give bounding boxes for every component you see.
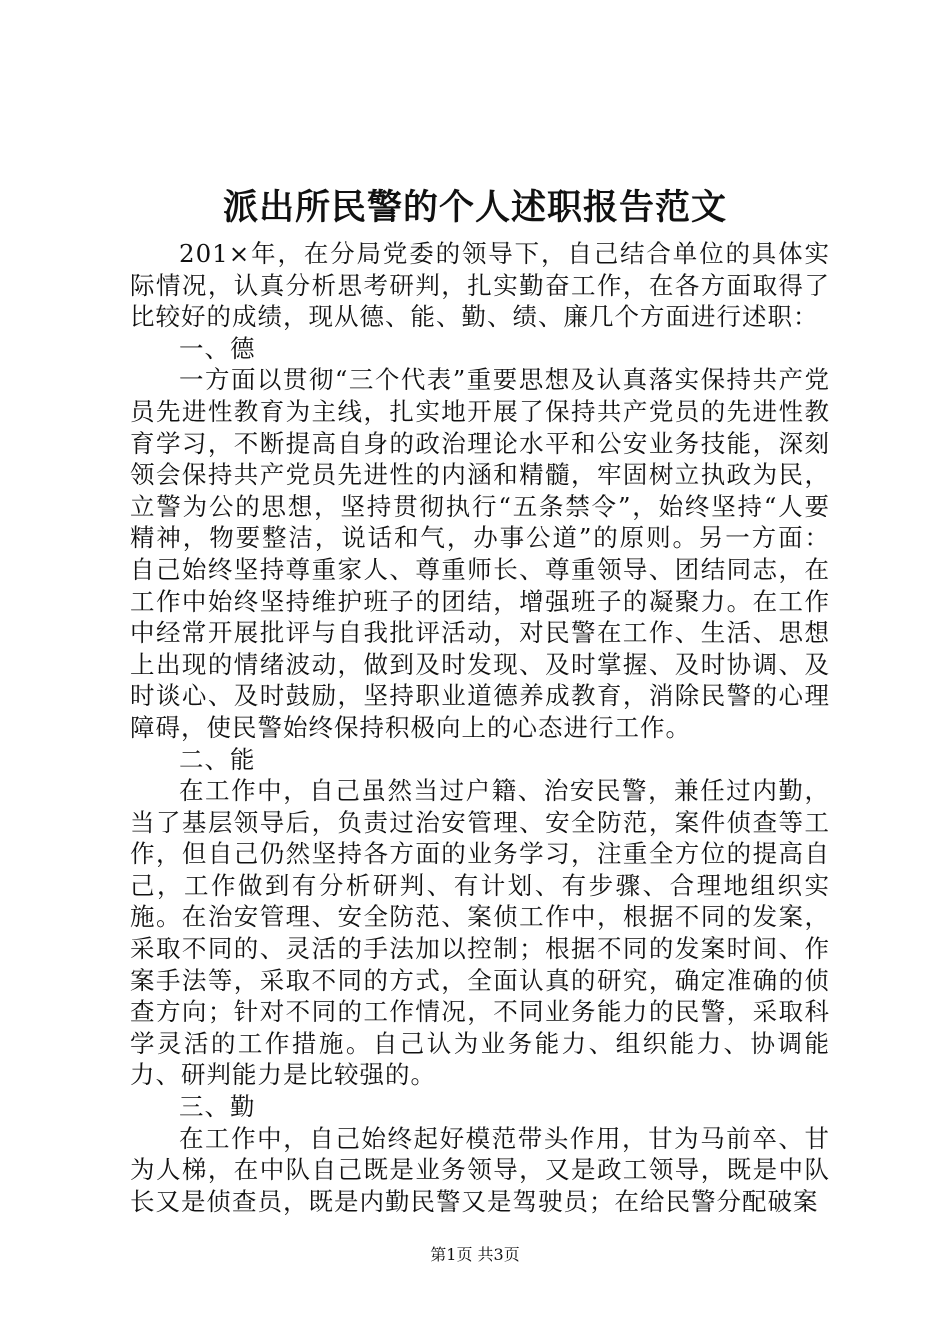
section-heading-de: 一、德 [179, 333, 256, 363]
section-heading-qin: 三、勤 [179, 1092, 256, 1122]
document-body [130, 238, 830, 1217]
page-number-footer: 第1页 共3页 [430, 1245, 520, 1264]
section-heading-neng: 二、能 [179, 744, 256, 774]
paragraph-de: 一方面以贯彻“三个代表”重要思想及认真落实保持共产党员先进性教育为主线，扎实地开展了保持共产党员的先进性教育学习，不断提高自身的政治理论水平和公安业务技能，深刻领会保持共产党员先进性的内涵和精髓，牢固树立执政为民，立警为公的思想，坚持贯彻执行“五条禁令”，始终坚持“人要精神，物要整洁，说话和气，办事公道”的原则。另一方面：自己始终坚持尊重家人、尊重师长、尊重领导、团结同志，在工作中始终坚持维护班子的团结，增强班子的凝聚力。在工作中经常开展批评与自我批评活动，对民警在工作、生活、思想上出现的情绪波动，做到及时发现、及时掌握、及时协调、及时谈心、及时鼓励，坚持职业道德养成教育，消除民警的心理障碍，使民警始终保持积极向上的心态进行工作。 [130, 365, 830, 742]
paragraph-qin: 在工作中，自己始终起好模范带头作用，甘为马前卒、甘为人梯，在中队自己既是业务领导，又是政工领导，既是中队长又是侦查员，既是内勤民警又是驾驶员；在给民警分配破案 [130, 1123, 830, 1216]
paragraph-neng: 在工作中，自己虽然当过户籍、治安民警，兼任过内勤，当了基层领导后，负责过治安管理、安全防范，案件侦查等工作，但自己仍然坚持各方面的业务学习，注重全方位的提高自己，工作做到有分析研判、有计划、有步骤、合理地组织实施。在治安管理、安全防范、案侦工作中，根据不同的发案，采取不同的、灵活的手法加以控制；根据不同的发案时间、作案手法等，采取不同的方式，全面认真的研究，确定准确的侦查方向；针对不同的工作情况，不同业务能力的民警，采取科学灵活的工作措施。自己认为业务能力、组织能力、协调能力、研判能力是比较强的。 [130, 776, 830, 1090]
document-title: 派出所民警的个人述职报告范文 [222, 187, 727, 228]
paragraph-intro: 201×年，在分局党委的领导下，自己结合单位的具体实际情况，认真分析思考研判，扎实勤奋工作，在各方面取得了比较好的成绩，现从德、能、勤、绩、廉几个方面进行述职： [130, 239, 830, 332]
